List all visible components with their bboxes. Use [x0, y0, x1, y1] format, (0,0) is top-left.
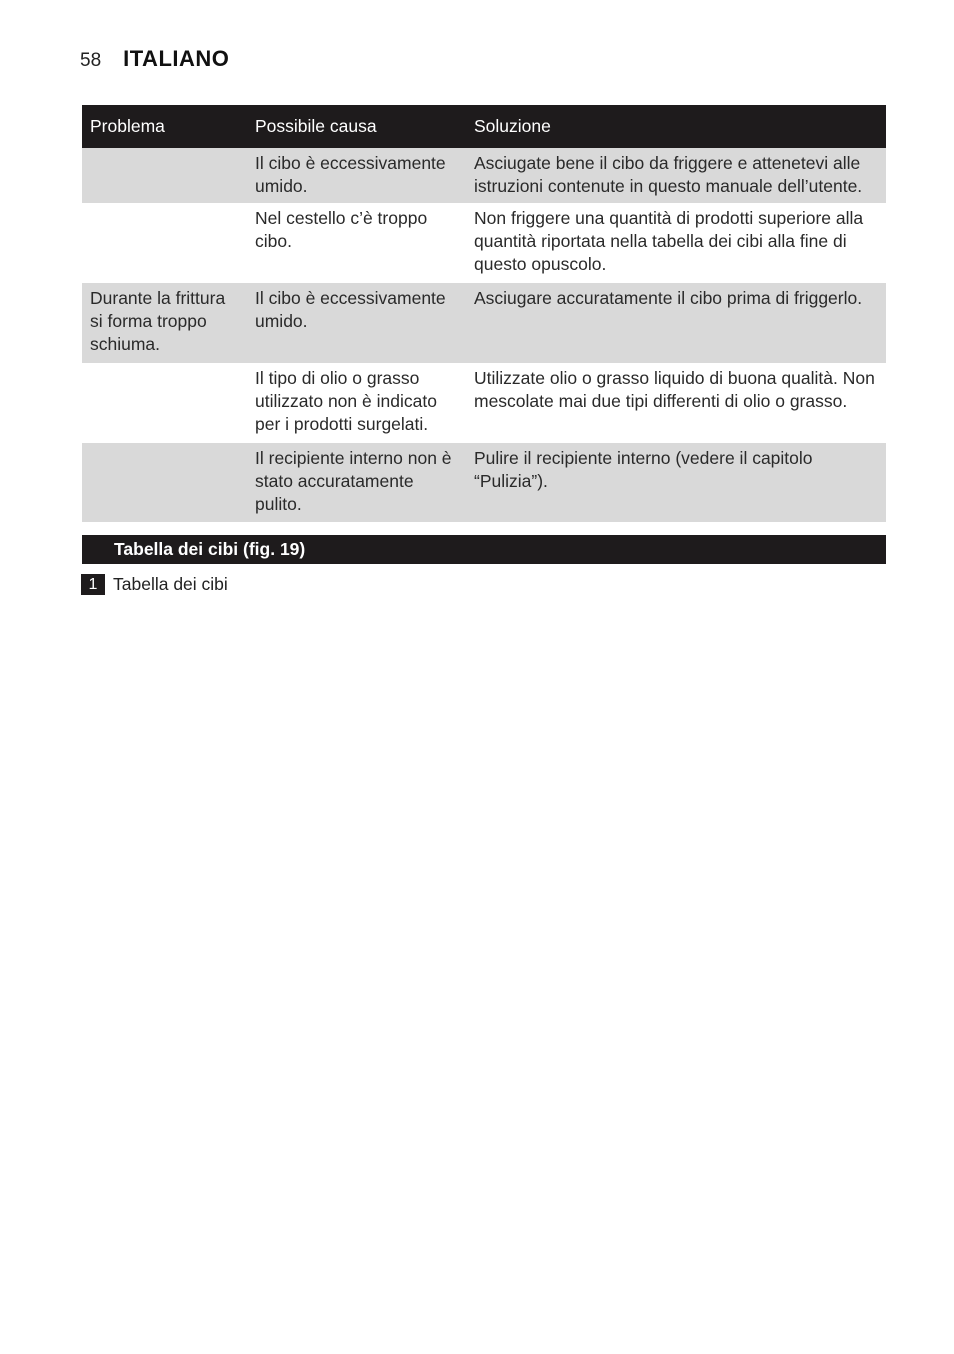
cell-problem: Durante la frittura si forma troppo schiuma.: [82, 283, 246, 363]
cell-solution: Utilizzate olio o grasso liquido di buona qualità. Non mescolate mai due tipi differenti di olio o grasso.: [474, 368, 875, 411]
cell-cause: Il cibo è eccessivamente umido.: [246, 283, 465, 363]
section-title: Tabella dei cibi (fig. 19): [82, 535, 886, 564]
cell-problem: [82, 363, 246, 443]
cell-solution: Asciugate bene il cibo da friggere e attenetevi alle istruzioni contenute in questo manuale dell’utente.: [465, 148, 886, 203]
step-text: Tabella dei cibi: [113, 574, 228, 594]
table-row: [82, 203, 886, 283]
page-number: 58: [80, 50, 102, 71]
cell-cause: Nel cestello c’è troppo cibo.: [255, 208, 428, 251]
table-row: [82, 148, 886, 203]
language-heading: ITALIANO: [123, 46, 230, 71]
cell-solution: Non friggere una quantità di prodotti superiore alla quantità riportata nella tabella dei cibi alla fine di questo opuscolo.: [474, 208, 864, 274]
column-header-solution: Soluzione: [465, 105, 886, 148]
cell-cause: Il cibo è eccessivamente umido.: [246, 148, 465, 203]
cell-problem: [82, 443, 246, 522]
table-row: [82, 443, 886, 522]
table-header-row: [82, 105, 886, 148]
cell-problem: [82, 148, 246, 203]
troubleshooting-table: [82, 105, 886, 522]
cell-cause: Il recipiente interno non è stato accuratamente pulito.: [246, 443, 465, 522]
table-row: [82, 283, 886, 363]
page-header: [80, 46, 229, 72]
step-number: 1: [81, 574, 105, 595]
cell-solution: Pulire il recipiente interno (vedere il capitolo “Pulizia”).: [465, 443, 886, 522]
column-header-cause: Possibile causa: [246, 105, 465, 148]
table-row: [82, 363, 886, 443]
column-header-problem: Problema: [82, 105, 246, 148]
cell-cause: Il tipo di olio o grasso utilizzato non è indicato per i prodotti surgelati.: [255, 368, 437, 434]
cell-solution: Asciugare accuratamente il cibo prima di friggerlo.: [465, 283, 886, 363]
cell-problem: [82, 203, 246, 283]
step-item: [81, 574, 228, 595]
